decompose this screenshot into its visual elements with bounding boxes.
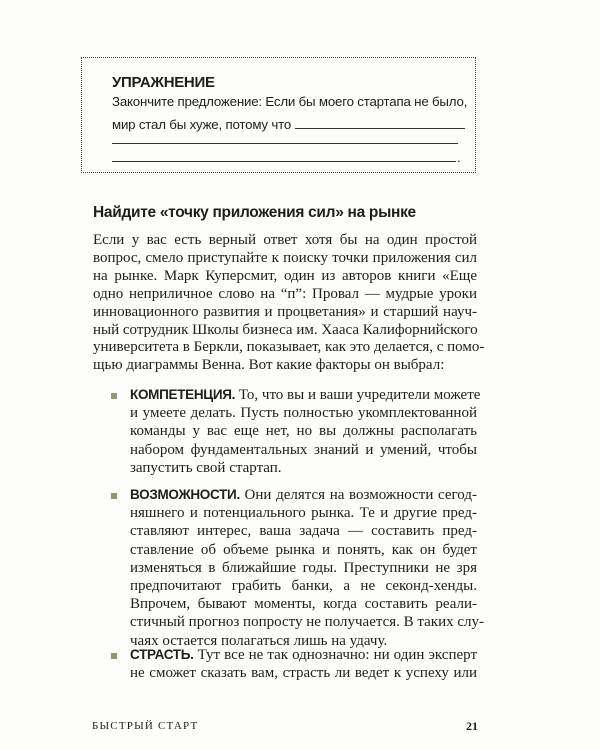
intro-line: на рынке. Марк Куперсмит, один из авторов книги «Еще [93,267,477,284]
bullet-line: изменяться в ближайшие годы. Преступники не зря [130,559,477,576]
bullet-text: Они делятся на возможности сегод- [239,487,477,503]
bullet-line: и умеете делать. Пусть полностью укомплектованной [130,405,477,422]
bullet-line: не сможет сказать вам, страсть ли ведет к успеху или [130,665,477,682]
intro-line: инновационного развития и процветания» и старший науч- [93,303,477,320]
bullet-line: Впрочем, бывают моменты, когда составить реали- [130,596,477,613]
intro-line: щью диаграммы Венна. Вот какие факторы он выбрал: [93,357,445,374]
bullet-line: ставление об объеме рынка и понять, как он будет [130,541,477,558]
bullet-first-line [130,386,481,404]
bullet-lead: КОМПЕТЕНЦИЯ. [130,387,236,402]
running-title: БЫСТРЫЙ СТАРТ [92,720,199,732]
bullet-square-icon [111,393,117,399]
bullet-line: запустить свой стартап. [130,459,282,476]
exercise-prompt-text: мир стал бы хуже, потому что [112,117,292,132]
answer-blank-1[interactable] [295,128,465,129]
exercise-prompt-line-2 [112,117,465,132]
bullet-line: ставляют интерес, ваша задача — составить пред- [130,523,477,540]
bullet-line: чаях остается полагаться лишь на удачу. [130,632,388,649]
answer-blank-2[interactable] [112,143,458,144]
bullet-line: стичный прогноз попросту не получается. В таких слу- [130,614,485,631]
bullet-square-icon [111,653,117,659]
bullet-first-line [130,646,477,664]
exercise-title: УПРАЖНЕНИЕ [112,74,215,91]
bullet-line: няшнего и потенциального рынка. Те и другие пред- [130,505,477,522]
bullet-line: набором фундаментальных знаний и умений, чтобы [130,441,477,458]
bullet-line: команды у вас еще нет, но вы должны располагать [130,423,477,440]
page-number: 21 [466,719,478,733]
bullet-first-line [130,486,477,504]
exercise-box [81,57,476,173]
intro-line: Если у вас есть верный ответ хотя бы на один простой [93,232,477,248]
exercise-end-mark: . [457,150,461,165]
intro-line: университета в Беркли, показывает, как это делается, с помо- [93,339,485,356]
bullet-lead: ВОЗМОЖНОСТИ. [130,487,240,502]
section-heading: Найдите «точку приложения сил» на рынке [93,204,416,221]
exercise-prompt-line-1: Закончите предложение: Если бы моего стартапа не было, [112,94,468,109]
bullet-line: предпочитают грабить банки, а не секонд-хенды. [130,578,477,594]
bullet-text: Тут все не так однозначно: ни один эксперт [193,647,477,663]
bullet-text: То, что вы и ваши учредители можете [235,387,481,403]
intro-line: ный сотрудник Школы бизнеса им. Хааса Калифорнийского [93,321,478,338]
intro-line: вопрос, смело приступайте к поиску точки приложения сил [93,249,477,266]
bullet-square-icon [111,493,117,499]
bullet-lead: СТРАСТЬ. [130,647,194,662]
answer-blank-3[interactable] [112,161,456,162]
intro-line: одно неприличное слово на “п”: Провал — мудрые уроки [93,285,477,302]
